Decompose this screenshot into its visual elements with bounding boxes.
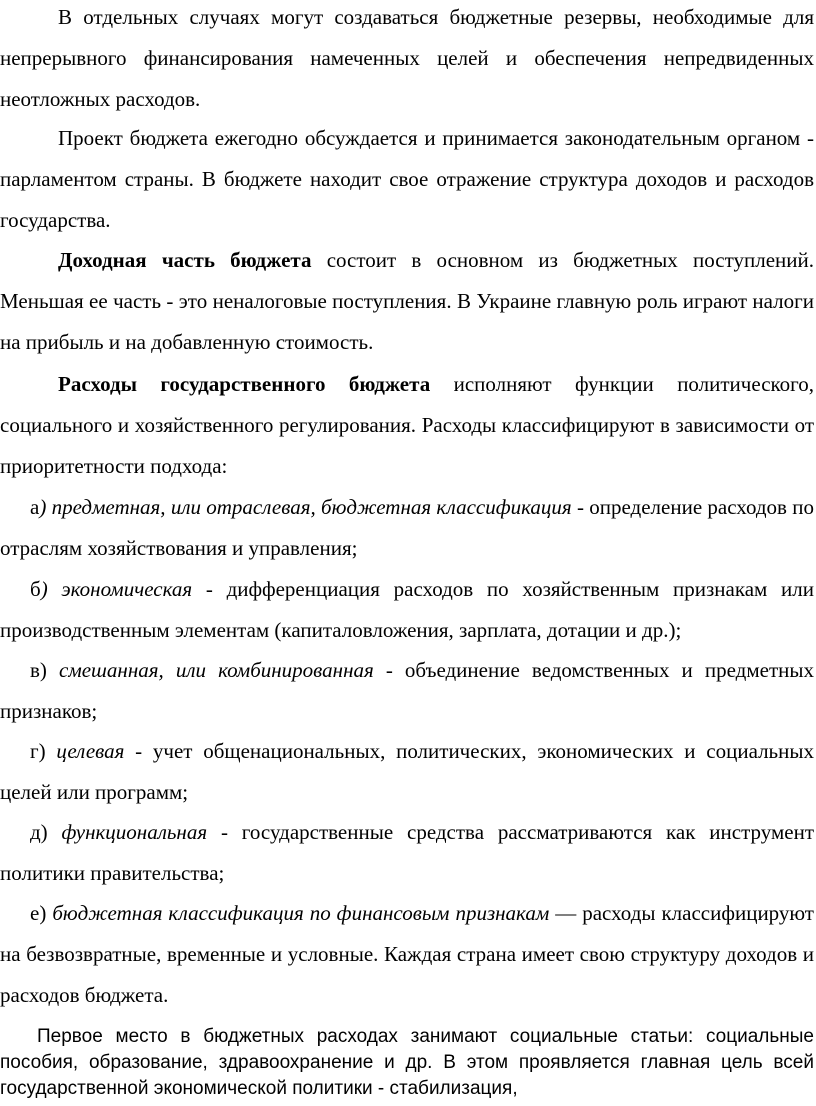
- term-revenue: Доходная часть бюджета: [58, 248, 312, 272]
- list-item-f: е) бюджетная классификация по финансовым признакам — расходы классифицируют на безвозвратные, временные и условные. Каждая страна имеет свою структуру доходов и расходов бюджета.: [0, 901, 814, 1007]
- list-item-c: в) смешанная, или комбинированная - объединение ведомственных и предметных признаков;: [0, 658, 814, 723]
- list-item-b: б) экономическая - дифференциация расходов по хозяйственным признакам или производственным элементам (капиталовложения, зарплата, дотации и др.);: [0, 577, 814, 642]
- list-item-a: а) предметная, или отраслевая, бюджетная классификация - определение расходов по отраслям хозяйствования и управления;: [0, 495, 814, 560]
- paragraph-budget-reserves: В отдельных случаях могут создаваться бюджетные резервы, необходимые для непрерывного финансирования намеченных целей и обеспечения непредвиденных неотложных расходов.: [0, 5, 814, 111]
- paragraph-social-expenses: Первое место в бюджетных расходах занимают социальные статьи: социальные пособия, образование, здравоохранение и др. В этом проявляется главная цель всей государственной экономической политики - стабилизация,: [0, 1026, 814, 1099]
- list-marker: д): [30, 820, 62, 844]
- list-marker: г): [30, 739, 57, 763]
- paragraph-expenses: Расходы государственного бюджета исполняют функции политического, социального и хозяйственного регулирования. Расходы классифицируют в зависимости от приоритетности подхода:: [0, 372, 814, 478]
- paragraph-budget-project: Проект бюджета ежегодно обсуждается и принимается законодательным органом - парламентом страны. В бюджете находит свое отражение структура доходов и расходов государства.: [0, 126, 814, 232]
- list-marker: е): [30, 901, 53, 925]
- list-marker: в): [30, 658, 59, 682]
- list-item-d: г) целевая - учет общенациональных, политических, экономических и социальных целей или программ;: [0, 739, 814, 804]
- list-marker: а: [30, 495, 40, 519]
- list-item-e: д) функциональная - государственные средства рассматриваются как инструмент политики правительства;: [0, 820, 814, 885]
- term-expenses: Расходы государственного бюджета: [58, 372, 431, 396]
- paragraph-revenue: Доходная часть бюджета состоит в основном из бюджетных поступлений. Меньшая ее часть - это неналоговые поступления. В Украине главную роль играют налоги на прибыль и на добавленную стоимость.: [0, 248, 814, 354]
- list-marker: б: [30, 577, 41, 601]
